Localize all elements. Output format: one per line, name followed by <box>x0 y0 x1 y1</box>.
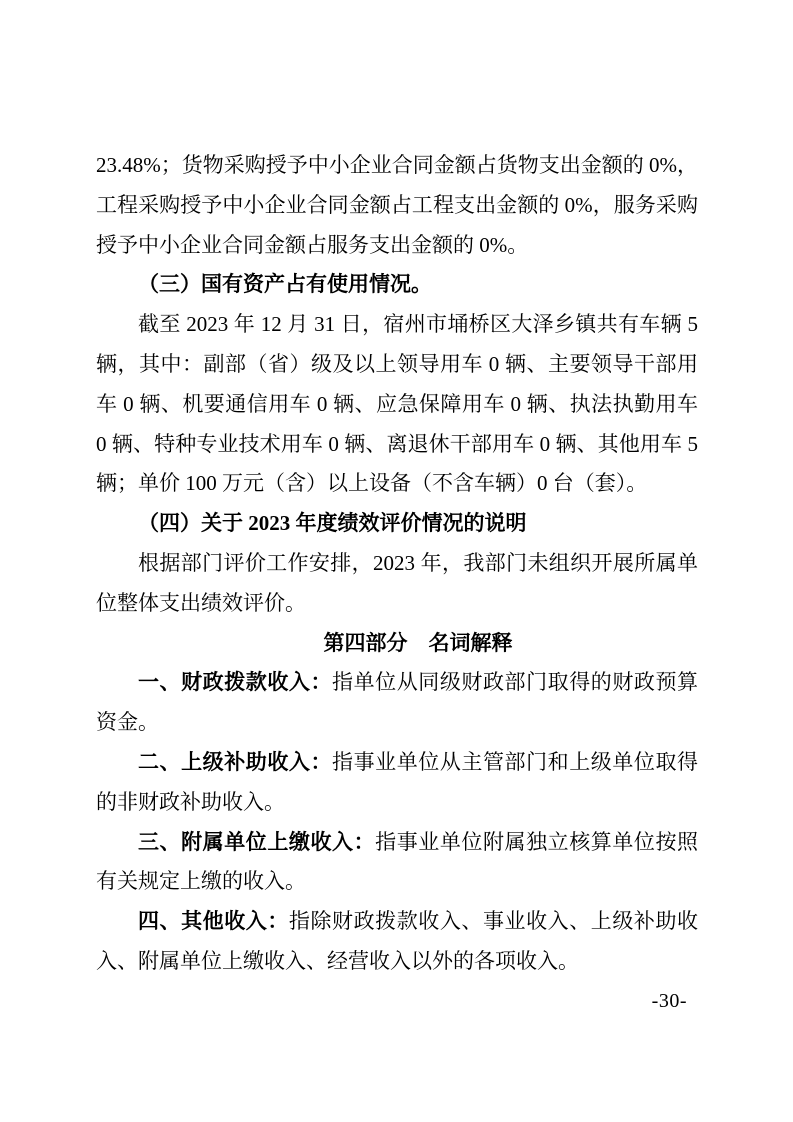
term-affiliated-unit-remittance-income <box>96 823 698 903</box>
term-definition-affiliated-unit-remittance-income: 指事业单位附属独立核算单位按照有关规定上缴的收入。 <box>96 829 699 894</box>
heading-state-owned-assets: （三）国有资产占有使用情况。 <box>138 272 432 297</box>
term-other-income <box>96 902 698 982</box>
paragraph-vehicles-equipment: 截至 2023 年 12 月 31 日，宿州市埇桥区大泽乡镇共有车辆 5 辆，其中：副部（省）级及以上领导用车 0 辆、主要领导干部用车 0 辆、机要通信用车 0 辆、应急保障用车 0 辆、执法执勤用车 0 辆、特种专业技术用车 0 辆、离退休干部用车 0 辆、其他用车 5 辆；单价 100 万元（含）以上设备（不含车辆）0 台（套）。 <box>96 312 698 496</box>
section-title-part4-glossary: 第四部分 名词解释 <box>323 630 513 655</box>
paragraph-performance-evaluation: 根据部门评价工作安排，2023 年，我部门未组织开展所属单位整体支出绩效评价。 <box>96 550 698 615</box>
paragraph-procurement-smes: 23.48%；货物采购授予中小企业合同金额占货物支出金额的 0%，工程采购授予中小企业合同金额占工程支出金额的 0%，服务采购授予中小企业合同金额占服务支出金额的 0%。 <box>96 153 698 257</box>
term-definition-fiscal-appropriation-income: 指单位从同级财政部门取得的财政预算资金。 <box>96 670 699 735</box>
heading-performance-evaluation-2023: （四）关于 2023 年度绩效评价情况的说明 <box>138 511 527 536</box>
term-superior-subsidy-income <box>96 743 698 823</box>
page-content <box>96 146 698 982</box>
term-definition-other-income: 指除财政拨款收入、事业收入、上级补助收入、附属单位上缴收入、经营收入以外的各项收入。 <box>96 909 699 973</box>
term-definition-superior-subsidy-income: 指事业单位从主管部门和上级单位取得的非财政补助收入。 <box>96 749 699 814</box>
page-number: -30- <box>651 990 687 1012</box>
term-lead-fiscal-appropriation-income: 一、财政拨款收入： <box>138 670 333 695</box>
term-lead-other-income: 四、其他收入： <box>138 909 289 934</box>
term-lead-superior-subsidy-income: 二、上级补助收入： <box>138 749 333 774</box>
term-fiscal-appropriation-income <box>96 663 698 743</box>
term-lead-affiliated-unit-remittance-income: 三、附属单位上缴收入： <box>138 829 376 854</box>
